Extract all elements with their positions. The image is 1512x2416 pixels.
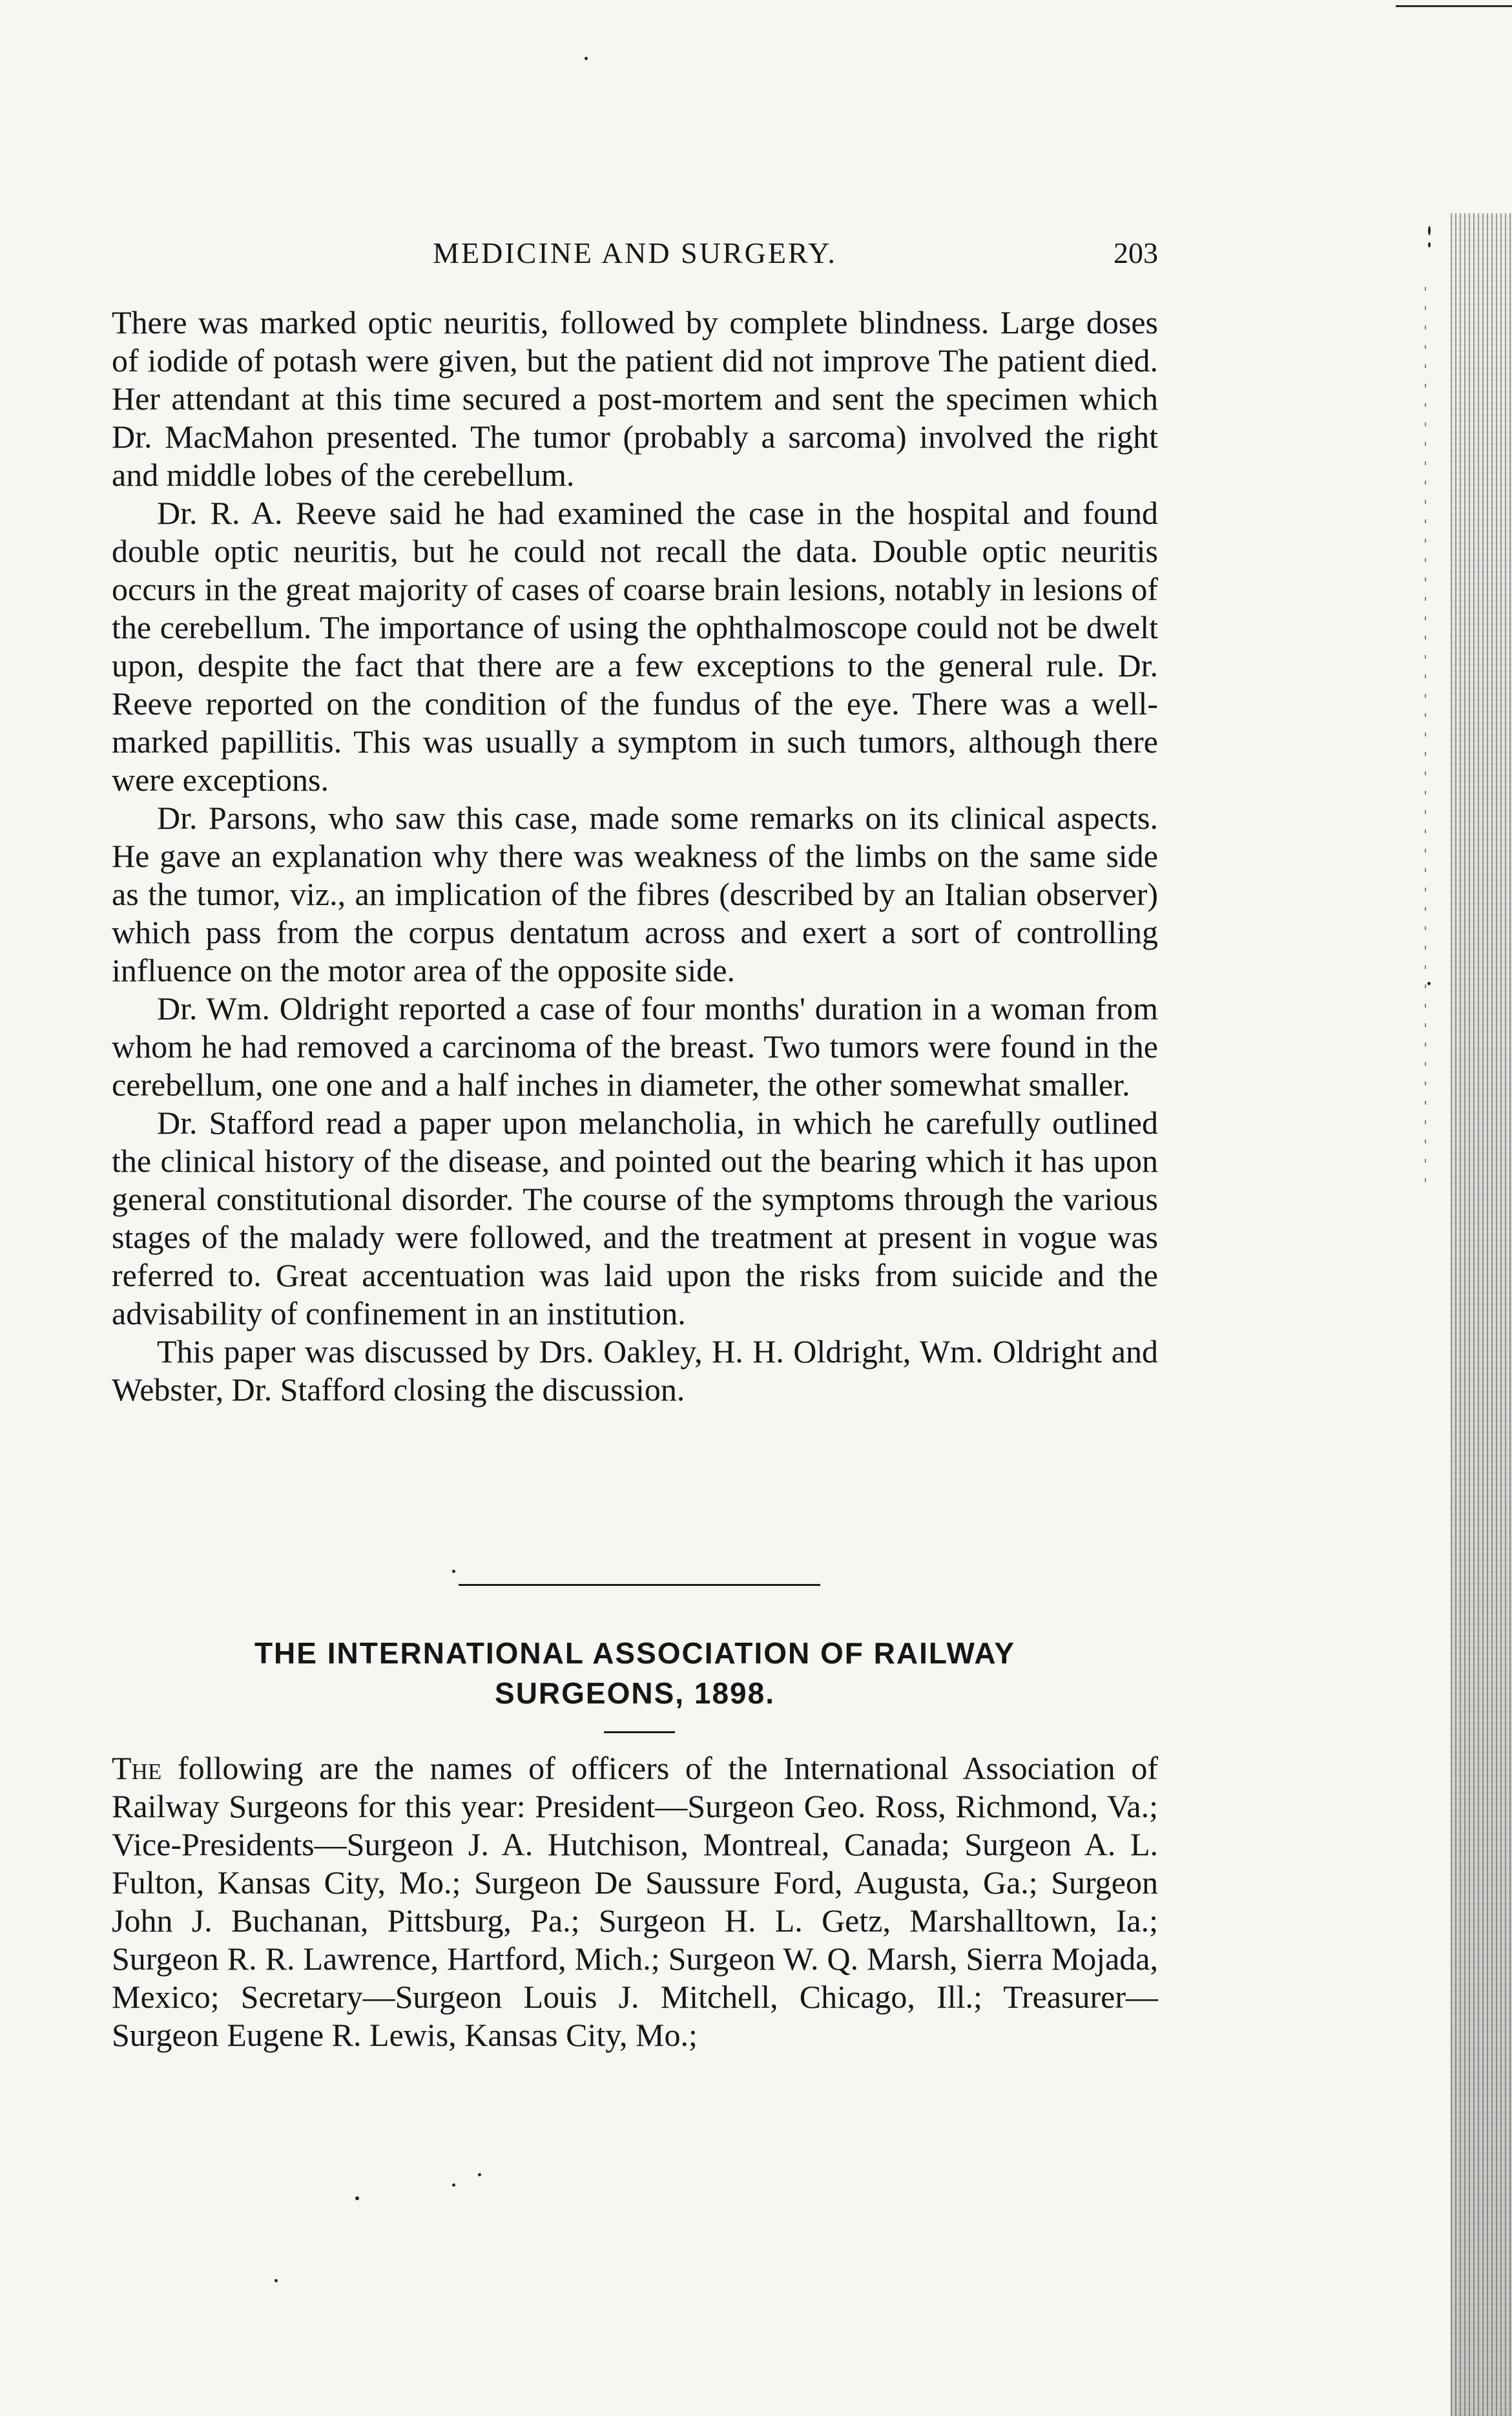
page-edge-strip bbox=[1451, 213, 1512, 2416]
lead-word: The bbox=[112, 1750, 162, 1786]
paragraph: This paper was discussed by Drs. Oakley, H. H. Oldright, Wm. Oldright and Webster, Dr. Stafford closing the discussion. bbox=[112, 1333, 1158, 1408]
section-paragraph bbox=[112, 1749, 1158, 2054]
article-body bbox=[112, 304, 1158, 1409]
section-paragraph-text: following are the names of officers of the International Association of Railway Surgeons for this year: President—Surgeon Geo. Ross, Richmond, Va.; Vice-Presidents—Surgeon J. A. Hutchison, Montreal, Canada; Surgeon A. L. Fulton, Kansas City, Mo.; Surgeon De Saussure Ford, Augusta, Ga.; Surgeon John J. Buchanan, Pittsburg, Pa.; Surgeon H. L. Getz, Marshalltown, Ia.; Surgeon R. R. Lawrence, Hartford, Mich.; Surgeon W. Q. Marsh, Sierra Mojada, Mexico; Secretary—Surgeon Louis J. Mitchell, Chicago, Ill.; Treasurer—Surgeon Eugene R. Lewis, Kansas City, Mo.; bbox=[112, 1750, 1159, 2053]
paragraph: There was marked optic neuritis, followed by complete blindness. Large doses of iodide of potash were given, but the patient did not improve The patient died. Her attendant at this time secured a post-mortem and sent the specimen which Dr. MacMahon presented. The tumor (probably a sarcoma) involved the right and middle lobes of the cerebellum. bbox=[112, 304, 1158, 493]
heading-underline bbox=[604, 1731, 675, 1733]
page-edge-line bbox=[1396, 5, 1512, 7]
section-body bbox=[112, 1749, 1158, 2054]
section-heading-line: THE INTERNATIONAL ASSOCIATION OF RAILWAY bbox=[254, 1636, 1016, 1670]
paragraph: Dr. Stafford read a paper upon melancholia, in which he carefully outlined the clinical history of the disease, and pointed out the bearing which it has upon general constitutional disorder. The course of the symptoms through the various stages of the malady were followed, and the treatment at present in vogue was referred to. Great accentuation was laid upon the risks from suicide and the advisability of confinement in an institution. bbox=[112, 1105, 1158, 1331]
section-heading-line: SURGEONS, 1898. bbox=[495, 1676, 775, 1710]
section-heading bbox=[112, 1633, 1158, 1713]
section-divider bbox=[459, 1584, 820, 1586]
paragraph: Dr. Parsons, who saw this case, made some remarks on its clinical aspects. He gave an explanation why there was weakness of the limbs on the same side as the tumor, viz., an implication of the fibres (described by an Italian observer) which pass from the corpus dentatum across and exert a sort of controlling influence on the motor area of the opposite side. bbox=[112, 800, 1158, 988]
paragraph: Dr. Wm. Oldright reported a case of four months' duration in a woman from whom he had removed a carcinoma of the breast. Two tumors were found in the cerebellum, one one and a half inches in diameter, the other somewhat smaller. bbox=[112, 990, 1158, 1103]
page-number: 203 bbox=[1113, 236, 1158, 269]
running-head: MEDICINE AND SURGERY. bbox=[433, 236, 837, 269]
page-header bbox=[112, 236, 1158, 281]
paragraph: Dr. R. A. Reeve said he had examined the case in the hospital and found double optic neuritis, but he could not recall the data. Double optic neuritis occurs in the great majority of cases of coarse brain lesions, notably in lesions of the cerebellum. The importance of using the ophthalmoscope could not be dwelt upon, despite the fact that there are a few exceptions to the general rule. Dr. Reeve reported on the condition of the fundus of the eye. There was a well-marked papillitis. This was usually a symptom in such tumors, although there were exceptions. bbox=[112, 495, 1158, 798]
